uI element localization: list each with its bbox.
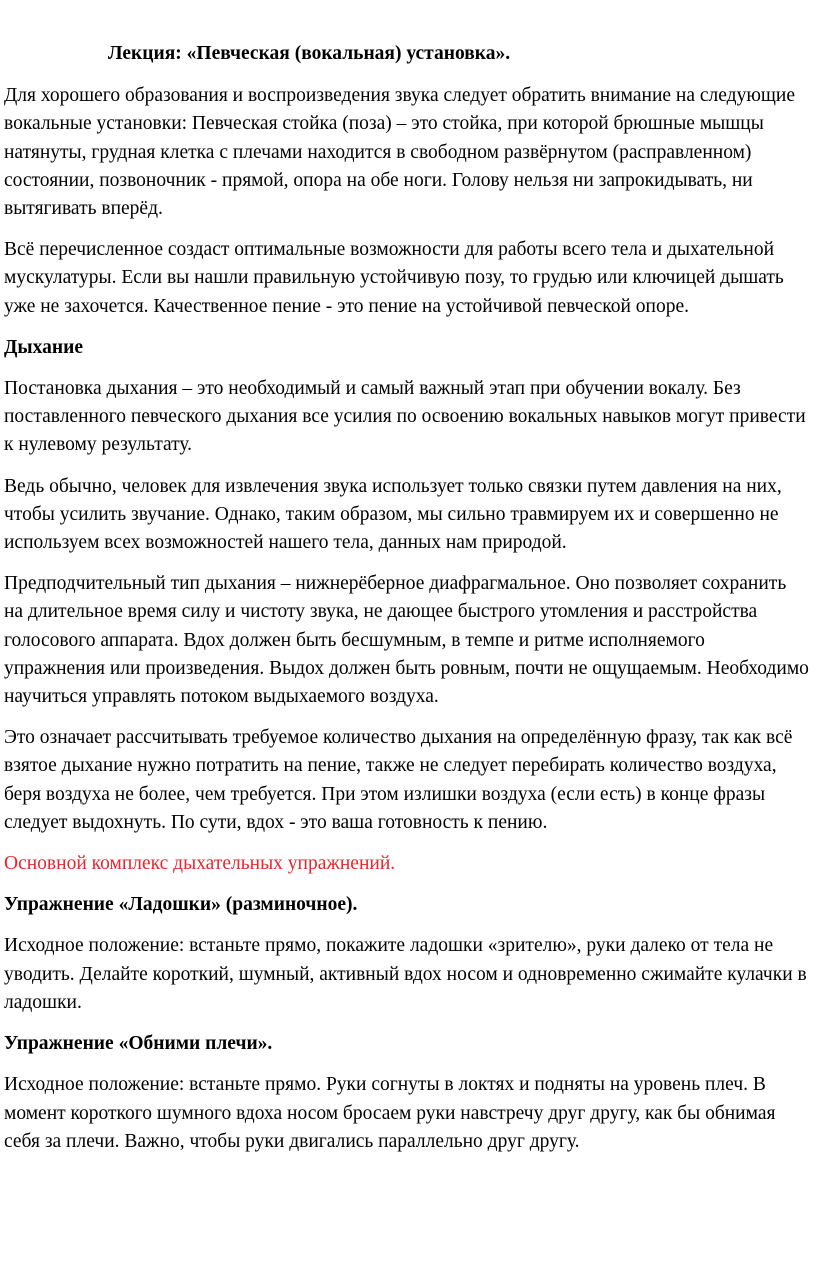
paragraph-vocal-cords: Ведь обычно, человек для извлечения звука использует только связки путем давления на них, чтобы усилить звучание. Однако, таким образом, мы сильно травмируем их и совершенно не используем всех возможностей нашего тела, данных нам природой. <box>4 475 782 554</box>
exercise-hug-shoulders-title: Упражнение «Обними плечи». <box>4 1033 273 1055</box>
paragraph-breathing-importance: Постановка дыхания – это необходимый и самый важный этап при обучении вокалу. Без поставленного певческого дыхания все усилия по освоению вокальных навыков могут привести к нулевому результату. <box>4 378 806 456</box>
paragraph-breath-control: Это означает рассчитывать требуемое количество дыхания на определённую фразу, так как всё взятое дыхание нужно потратить на пение, также не следует перебирать количество воздуха, беря воздуха не более, чем требуется. При этом излишки воздуха (если есть) в конце фразы следует выдохнуть. По сути, вдох - это ваша готовность к пению. <box>4 727 793 833</box>
paragraph-posture: Для хорошего образования и воспроизведения звука следует обратить внимание на следующие вокальные установки: Певческая стойка (поза) – это стойка, при которой брюшные мышцы натянуты, грудная клетка с плечами находится в свободном развёрнутом (расправленном) состоянии, позвоночник - прямой, опора на обе ноги. Голову нельзя ни запрокидывать, ни вытягивать вперёд. <box>4 85 796 220</box>
exercises-heading: Основной комплекс дыхательных упражнений. <box>4 853 396 875</box>
exercise-hug-shoulders-text: Исходное положение: встаньте прямо. Руки согнуты в локтях и подняты на уровень плеч. В момент короткого шумного вдоха носом бросаем руки навстречу друг другу, как бы обнимая себя за плечи. Важно, чтобы руки двигались параллельно друг другу. <box>4 1074 776 1152</box>
paragraph-posture-benefits: Всё перечисленное создаст оптимальные возможности для работы всего тела и дыхательной мускулатуры. Если вы нашли правильную устойчивую позу, то грудью или ключицей дышать уже не захочется. Качественное пение - это пение на устойчивой певческой опоре. <box>4 239 784 317</box>
paragraph-breathing-type: Предподчительный тип дыхания – нижнерёберное диафрагмальное. Оно позволяет сохранить на длительное время силу и чистоту звука, не дающее быстрого утомления и расстройства голосового аппарата. Вдох должен быть бесшумным, в темпе и ритме исполняемого упражнения или произведения. Выдох должен быть ровным, почти не ощущаемым. Необходимо научиться управлять потоком выдыхаемого воздуха. <box>4 573 809 708</box>
exercise-palms-title: Упражнение «Ладошки» (разминочное). <box>4 894 358 916</box>
page-title: Лекция: «Певческая (вокальная) установка». <box>108 43 511 64</box>
section-heading-breathing: Дыхание <box>4 336 84 358</box>
exercise-palms-text: Исходное положение: встаньте прямо, покажите ладошки «зрителю», руки далеко от тела не уводить. Делайте короткий, шумный, активный вдох носом и одновременно сжимайте кулачки в ладошки. <box>4 935 807 1013</box>
